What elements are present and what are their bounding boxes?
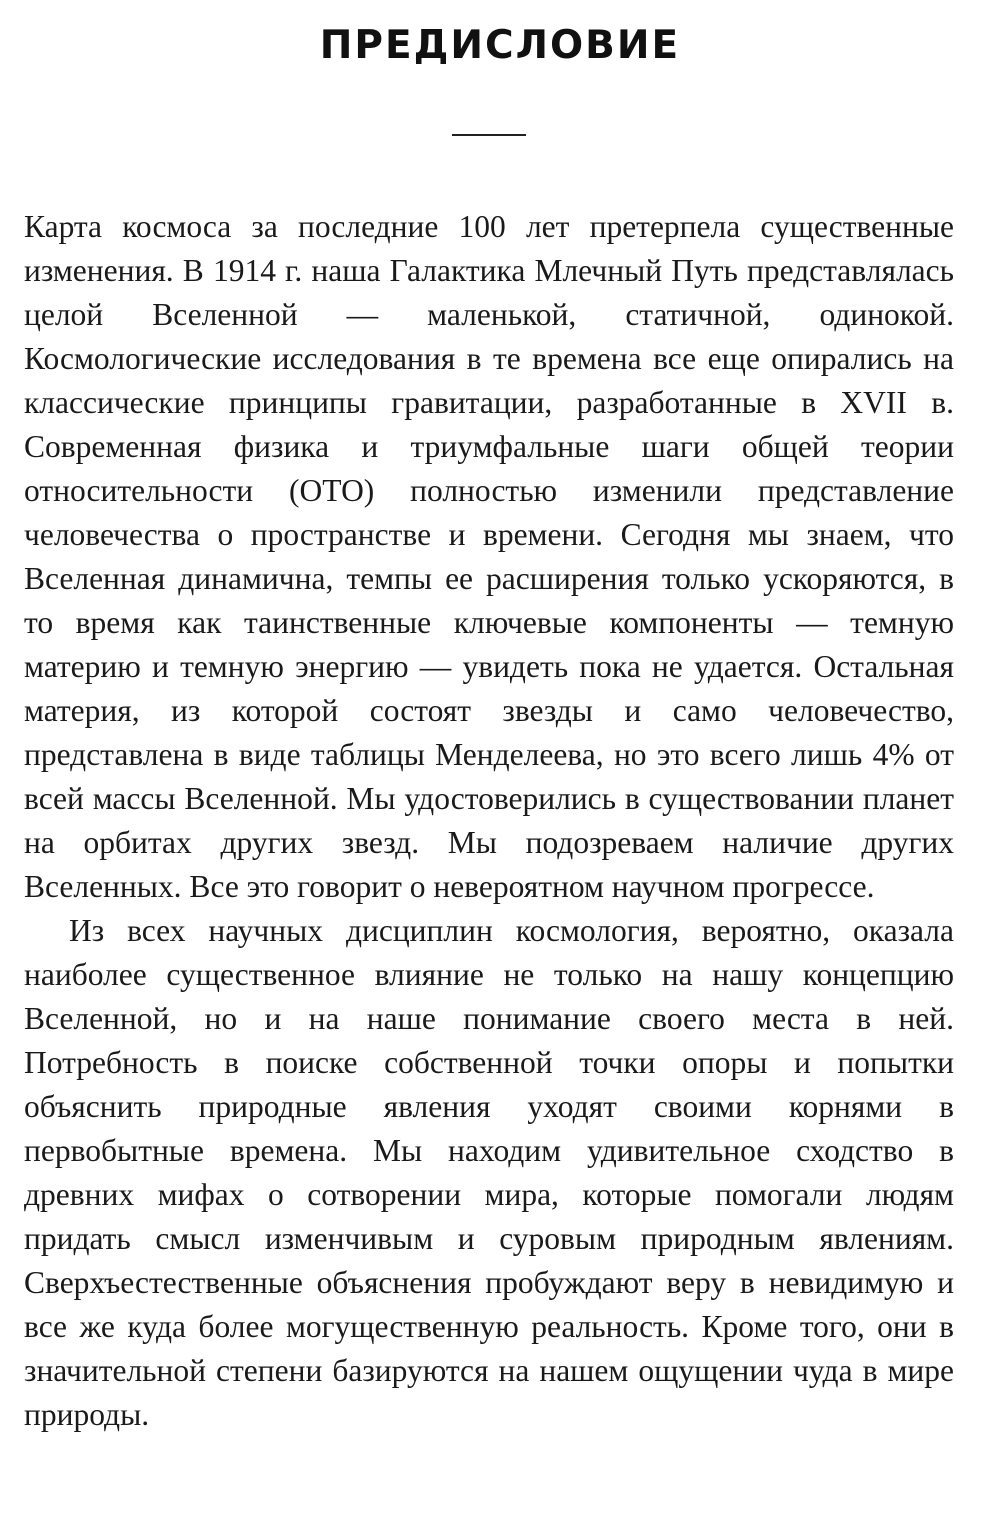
paragraph-2: Из всех научных дисциплин космология, вероятно, оказала наиболее существенное влияние не только на нашу концепцию Вселенной, но и на наше понимание своего места в ней. Потребность в поиске собственной точки опоры и попытки объяснить природные явления уходят своими корнями в первобытные времена. Мы находим удивительное сходство в древних мифах о сотворении мира, которые помогали людям придать смысл изменчивым и суровым природным явлениям. Сверхъестественные объяснения пробуждают веру в невидимую и все же куда более могущественную реальность. Кроме того, они в значительной степени базируются на нашем ощущении чуда в мире природы. — [24, 913, 954, 1432]
heading-divider — [452, 134, 526, 136]
paragraph-1: Карта космоса за последние 100 лет претерпела существенные изменения. В 1914 г. наша Галактика Млечный Путь представлялась целой Вселенной — маленькой, статичной, одинокой. Космологические исследования в те времена все еще опирались на классические принципы гравитации, разработанные в XVII в. Современная физика и триумфальные шаги общей теории относительности (ОТО) полностью изменили представление человечества о пространстве и времени. Сегодня мы знаем, что Вселенная динамична, темпы ее расширения только ускоряются, в то время как таинственные ключевые компоненты — темную материю и темную энергию — увидеть пока не удается. Остальная материя, из которой состоят звезды и само человечество, представлена в виде таблицы Менделеева, но это всего лишь 4% от всей массы Вселенной. Мы удостоверились в существовании планет на орбитах других звезд. Мы подозреваем наличие других Вселенных. Все это говорит о невероятном научном прогрессе. — [24, 209, 954, 904]
chapter-heading: ПРЕДИСЛОВИЕ — [319, 23, 681, 68]
chapter-body — [24, 205, 954, 1437]
